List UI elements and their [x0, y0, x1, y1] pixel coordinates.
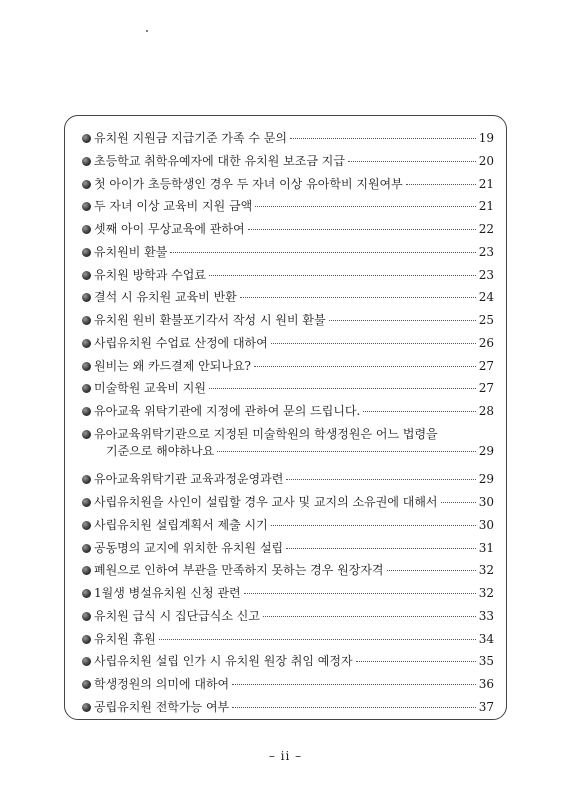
bullet-icon	[82, 362, 91, 371]
toc-page-number: 30	[478, 495, 494, 509]
toc-page-number: 29	[478, 472, 494, 487]
dot-leader	[441, 502, 476, 503]
toc-entry-title: 1월생 병설유치원 신청 관련	[94, 586, 241, 600]
toc-page-number: 29	[478, 443, 494, 458]
toc-entry[interactable]	[82, 650, 494, 673]
dot-leader	[271, 525, 476, 526]
bullet-icon	[82, 544, 91, 553]
toc-page-number: 37	[478, 699, 494, 714]
toc-entry-title: 원비는 왜 카드결제 안되나요?	[94, 358, 251, 373]
toc-page-number: 36	[478, 677, 494, 691]
toc-entry-title: 유치원비 환불	[94, 244, 168, 259]
toc-entry-title: 사립유치원을 사인이 설립할 경우 교사 및 교지의 소유권에 대해서	[94, 495, 438, 509]
toc-entry-title: 유치원 지원금 지급기준 가족 수 문의	[94, 131, 287, 145]
toc-page-number: 33	[478, 608, 494, 623]
bullet-icon	[82, 316, 91, 325]
dot-leader	[254, 366, 476, 367]
dot-leader	[240, 297, 476, 298]
toc-entry-title: 유치원 휴원	[94, 631, 156, 646]
toc-entry[interactable]	[82, 195, 494, 218]
dot-leader	[290, 138, 476, 139]
toc-page-number: 24	[478, 290, 494, 305]
toc-entry-title: 사립유치원 설립계획서 제출 시기	[94, 517, 268, 532]
dot-leader	[286, 548, 476, 549]
toc-entry[interactable]	[82, 218, 494, 241]
toc-entry-title: 유아교육위탁기관 교육과정운영과련	[94, 472, 284, 487]
table-of-contents-list	[82, 127, 494, 719]
toc-entry-title: 공립유치원 전학가능 여부	[94, 699, 230, 714]
bullet-icon	[82, 635, 91, 644]
dot-leader	[329, 320, 476, 321]
bullet-icon	[82, 521, 91, 530]
bullet-icon	[82, 202, 91, 211]
toc-entry-title: 사립유치원 설립 인가 시 유치원 원장 취임 예정자	[94, 654, 353, 669]
toc-page-number: 30	[478, 517, 494, 532]
dot-leader	[271, 343, 476, 344]
toc-entry[interactable]	[82, 400, 494, 423]
toc-page-number: 31	[478, 540, 494, 555]
bullet-icon	[82, 248, 91, 257]
toc-page-number: 26	[478, 335, 494, 350]
bullet-icon	[82, 657, 91, 666]
toc-entry-title: 유치원 원비 환불포기각서 작성 시 원비 환불	[94, 313, 326, 327]
bullet-icon	[82, 703, 91, 712]
toc-entry[interactable]	[82, 241, 494, 264]
toc-entry-title: 유치원 급식 시 집단급식소 신고	[94, 608, 260, 623]
dot-leader	[209, 388, 476, 389]
toc-entry[interactable]	[82, 286, 494, 309]
toc-page-number: 19	[478, 131, 494, 145]
bullet-icon	[82, 407, 91, 416]
dot-leader	[244, 593, 476, 594]
bullet-icon	[82, 271, 91, 280]
dot-leader	[170, 252, 475, 253]
bullet-icon	[82, 134, 91, 143]
bullet-icon	[82, 157, 91, 166]
scan-dot-mark	[146, 30, 148, 32]
toc-entry[interactable]	[82, 173, 494, 196]
bullet-icon	[82, 339, 91, 348]
toc-entry[interactable]	[82, 696, 494, 719]
toc-entry[interactable]	[82, 332, 494, 355]
dot-leader	[232, 684, 476, 685]
toc-entry[interactable]	[82, 559, 494, 582]
toc-page-number: 25	[478, 313, 494, 327]
dot-leader	[286, 479, 475, 480]
toc-page-number: 32	[478, 586, 494, 600]
dot-leader	[248, 229, 476, 230]
dot-leader	[363, 411, 475, 412]
bullet-icon	[82, 612, 91, 621]
toc-entry[interactable]	[82, 264, 494, 287]
toc-entry-title: 유치원 방학과 수업료	[94, 267, 206, 282]
bullet-icon	[82, 475, 91, 484]
toc-page-number: 32	[478, 563, 494, 578]
toc-entry-title: 초등학교 취학유예자에 대한 유치원 보조금 지급	[94, 153, 345, 168]
toc-entry-title: 첫 아이가 초등학생인 경우 두 자녀 이상 유아학비 지원여부	[94, 176, 403, 191]
bullet-icon	[82, 566, 91, 575]
bullet-icon	[82, 384, 91, 393]
toc-page-number: 35	[478, 654, 494, 669]
toc-page-number: 23	[478, 267, 494, 282]
toc-entry-title: 학생정원의 의미에 대하여	[94, 677, 230, 691]
toc-entry-title: 미술학원 교육비 지원	[94, 381, 206, 396]
toc-entry-title: 폐원으로 인하여 부관을 만족하지 못하는 경우 원장자격	[94, 563, 384, 578]
toc-entry[interactable]	[82, 491, 494, 514]
toc-entry[interactable]	[82, 377, 494, 400]
bullet-icon	[82, 430, 91, 439]
toc-entry[interactable]	[82, 628, 494, 651]
dot-leader	[348, 161, 476, 162]
toc-entry-title: 두 자녀 이상 교육비 지원 금액	[94, 199, 253, 214]
toc-entry-title: 사립유치원 수업료 산정에 대하여	[94, 335, 268, 350]
bullet-icon	[82, 293, 91, 302]
dot-leader	[406, 184, 476, 185]
toc-page-number: 23	[478, 244, 494, 259]
toc-entry-title: 유아교육 위탁기관에 지정에 관하여 문의 드립니다.	[94, 404, 361, 418]
toc-entry[interactable]	[82, 150, 494, 173]
toc-entry[interactable]	[82, 309, 494, 332]
toc-page-number: 27	[478, 381, 494, 396]
toc-page-number: 34	[478, 631, 494, 646]
dot-leader	[263, 616, 476, 617]
toc-entry[interactable]	[82, 423, 494, 469]
bullet-icon	[82, 589, 91, 598]
toc-entry[interactable]	[82, 355, 494, 378]
page-number-footer: – ii –	[268, 749, 303, 763]
toc-page-number: 27	[478, 358, 494, 373]
toc-entry[interactable]	[82, 514, 494, 537]
toc-entry[interactable]	[82, 468, 494, 491]
toc-page-number: 20	[478, 153, 494, 168]
dot-leader	[387, 570, 476, 571]
toc-entry[interactable]	[82, 673, 494, 696]
dot-leader	[209, 275, 476, 276]
toc-entry[interactable]	[82, 582, 494, 605]
toc-page-number: 28	[478, 404, 494, 418]
dot-leader	[159, 639, 476, 640]
toc-entry-title: 결석 시 유치원 교육비 반환	[94, 290, 237, 305]
toc-entry[interactable]	[82, 605, 494, 628]
bullet-icon	[82, 498, 91, 507]
toc-entry-title: 유아교육위탁기관으로 지정된 미술학원의 학생정원은 어느 법령을	[94, 426, 438, 441]
toc-entry-title: 기준으로 해야하나요	[106, 443, 215, 458]
toc-page-number: 22	[478, 222, 494, 236]
toc-entry-title: 셋째 아이 무상교육에 관하여	[94, 222, 245, 236]
toc-page-number: 21	[478, 176, 494, 191]
dot-leader	[217, 451, 476, 452]
toc-entry-title: 공동명의 교지에 위치한 유치원 설립	[94, 540, 284, 555]
bullet-icon	[82, 225, 91, 234]
toc-entry[interactable]	[82, 537, 494, 560]
dot-leader	[232, 707, 476, 708]
toc-entry[interactable]	[82, 127, 494, 150]
toc-page-number: 21	[478, 199, 494, 214]
dot-leader	[255, 206, 476, 207]
bullet-icon	[82, 680, 91, 689]
dot-leader	[356, 661, 476, 662]
bullet-icon	[82, 180, 91, 189]
